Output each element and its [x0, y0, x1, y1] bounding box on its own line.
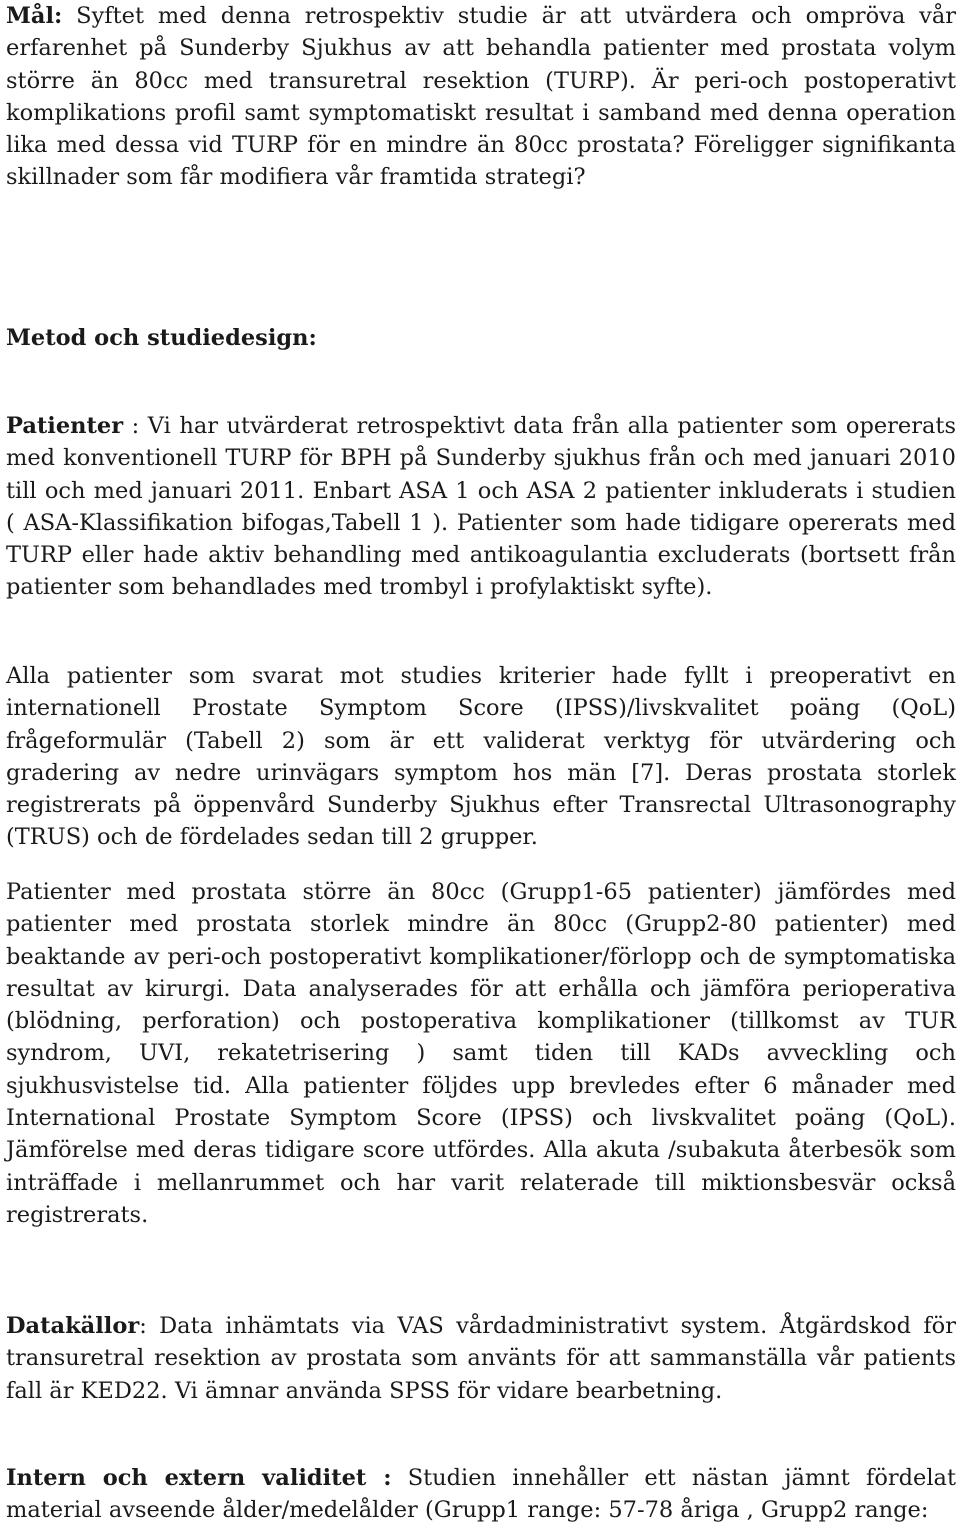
- validity-label: Intern och extern validitet :: [6, 1465, 392, 1491]
- validity-text: Studien innehåller ett nästan jämnt fördelat material avseende ålder/medelålder (Grupp1 range: 57-78 åriga , Grupp2 range:: [6, 1465, 956, 1524]
- sources-text: : Data inhämtats via VAS vårdadministrativt system. Åtgärdskod för transuretral resektion av prostata som använts för att sammanställa vår patients fall är KED22. Vi ämnar använda SPSS för vidare bearbetning.: [6, 1313, 956, 1404]
- sources-label: Datakällor: [6, 1313, 140, 1339]
- patients-label: Patienter: [6, 413, 124, 439]
- sources-paragraph: [6, 1310, 956, 1407]
- validity-paragraph: [6, 1462, 956, 1527]
- aim-label: Mål:: [6, 3, 63, 29]
- aim-paragraph: [6, 0, 956, 194]
- method-heading: Metod och studiedesign:: [6, 325, 317, 351]
- all-patients-paragraph: Alla patienter som svarat mot studies kriterier hade fyllt i preoperativt en internationell Prostate Symptom Score (IPSS)/livskvalitet poäng (QoL) frågeformulär (Tabell 2) som är ett validerat verktyg för utvärdering och gradering av nedre urinvägars symptom hos män [7]. Deras prostata storlek registrerats på öppenvård Sunderby Sjukhus efter Transrectal Ultrasonography (TRUS) och de fördelades sedan till 2 grupper.: [6, 663, 956, 851]
- groups-paragraph: Patienter med prostata större än 80cc (Grupp1-65 patienter) jämfördes med patienter med prostata storlek mindre än 80cc (Grupp2-80 patienter) med beaktande av peri-och postoperativt komplikationer/förlopp och de symptomatiska resultat av kirurgi. Data analyserades för att erhålla och jämföra perioperativa (blödning, perforation) och postoperativa komplikationer (tillkomst av TUR syndrom, UVI, rekatetrisering ) samt tiden till KADs avveckling och sjukhusvistelse tid. Alla patienter följdes upp brevledes efter 6 månader med International Prostate Symptom Score (IPSS) och livskvalitet poäng (QoL). Jämförelse med deras tidigare score utfördes. Alla akuta /subakuta återbesök som inträffade i mellanrummet och har varit relaterade till miktionsbesvär också registrerats.: [6, 879, 956, 1228]
- patients-paragraph: [6, 410, 956, 604]
- patients-text: : Vi har utvärderat retrospektivt data från alla patienter som opererats med konventionell TURP för BPH på Sunderby sjukhus från och med januari 2010 till och med januari 2011. Enbart ASA 1 och ASA 2 patienter inkluderats i studien ( ASA-Klassifikation bifogas,Tabell 1 ). Patienter som hade tidigare opererats med TURP eller hade aktiv behandling med antikoagulantia excluderats (bortsett från patienter som behandlades med trombyl i profylaktiskt syfte).: [6, 413, 956, 601]
- aim-text: Syftet med denna retrospektiv studie är att utvärdera och ompröva vår erfarenhet på Sunderby Sjukhus av att behandla patienter med prostata volym större än 80cc med transuretral resektion (TURP). Är peri-och postoperativt komplikations profil samt symptomatiskt resultat i samband med denna operation lika med dessa vid TURP för en mindre än 80cc prostata? Föreligger signifikanta skillnader som får modifiera vår framtida strategi?: [6, 3, 956, 191]
